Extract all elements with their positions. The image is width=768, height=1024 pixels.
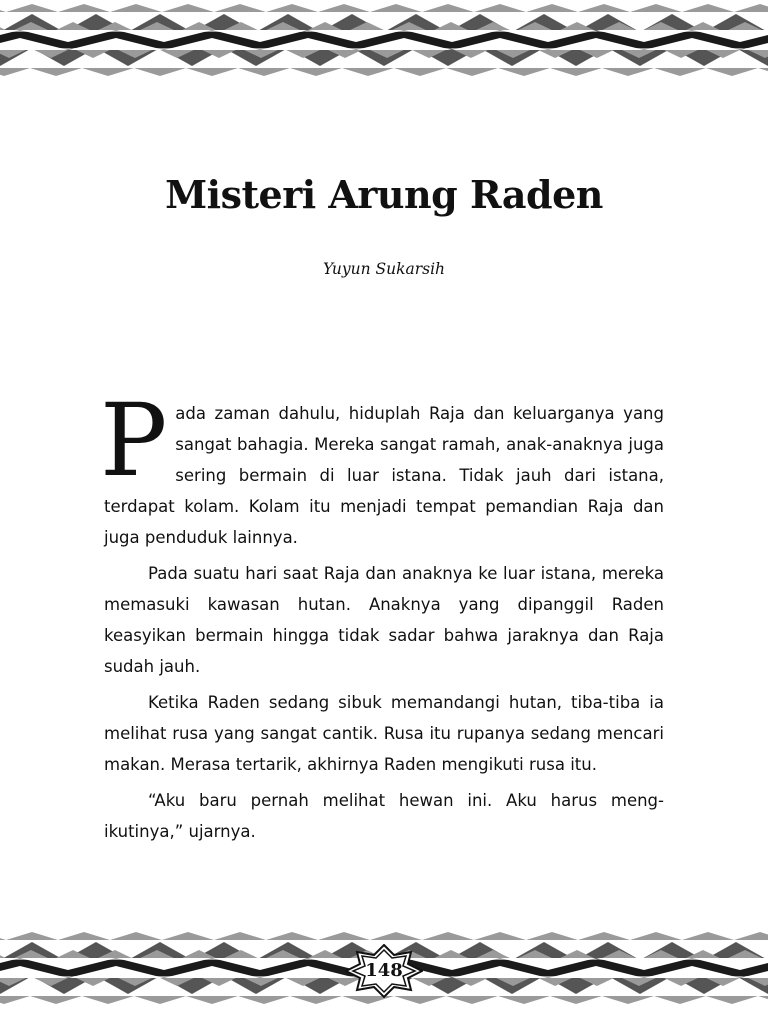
paragraph-1 xyxy=(100,382,664,553)
paragraph-1-text: ada zaman dahulu, hiduplah Raja dan keluarganya yang sangat bahagia. Mereka sangat ramah, anak-anaknya juga sering bermain di luar istana. Tidak jauh dari istana, terdapat kolam. Kolam itu menjadi tempat pemandian Raja dan juga penduduk lainnya. xyxy=(104,404,664,547)
author-name: Yuyun Sukarsih xyxy=(322,260,446,278)
page-number-badge xyxy=(345,944,423,998)
paragraph-4: “Aku baru pernah melihat hewan ini. Aku harus meng-ikutinya,” ujarnya. xyxy=(104,791,664,841)
story-body xyxy=(100,382,664,852)
paragraph-3: Ketika Raden sedang sibuk memandangi hutan, tiba-tiba ia melihat rusa yang sangat cantik. Rusa itu rupanya sedang mencari makan. Merasa tertarik, akhirnya Raden mengikuti rusa itu. xyxy=(104,693,664,774)
paragraph-2: Pada suatu hari saat Raja dan anaknya ke luar istana, mereka memasuki kawasan hutan. Anaknya yang dipanggil Raden keasyikan bermain hingga tidak sadar bahwa jaraknya dan Raja sudah jauh. xyxy=(104,564,664,676)
page-number: 148 xyxy=(365,960,403,981)
drop-cap: P xyxy=(100,382,168,499)
top-decorative-border xyxy=(0,0,768,80)
story-title: Misteri Arung Raden xyxy=(165,172,603,217)
